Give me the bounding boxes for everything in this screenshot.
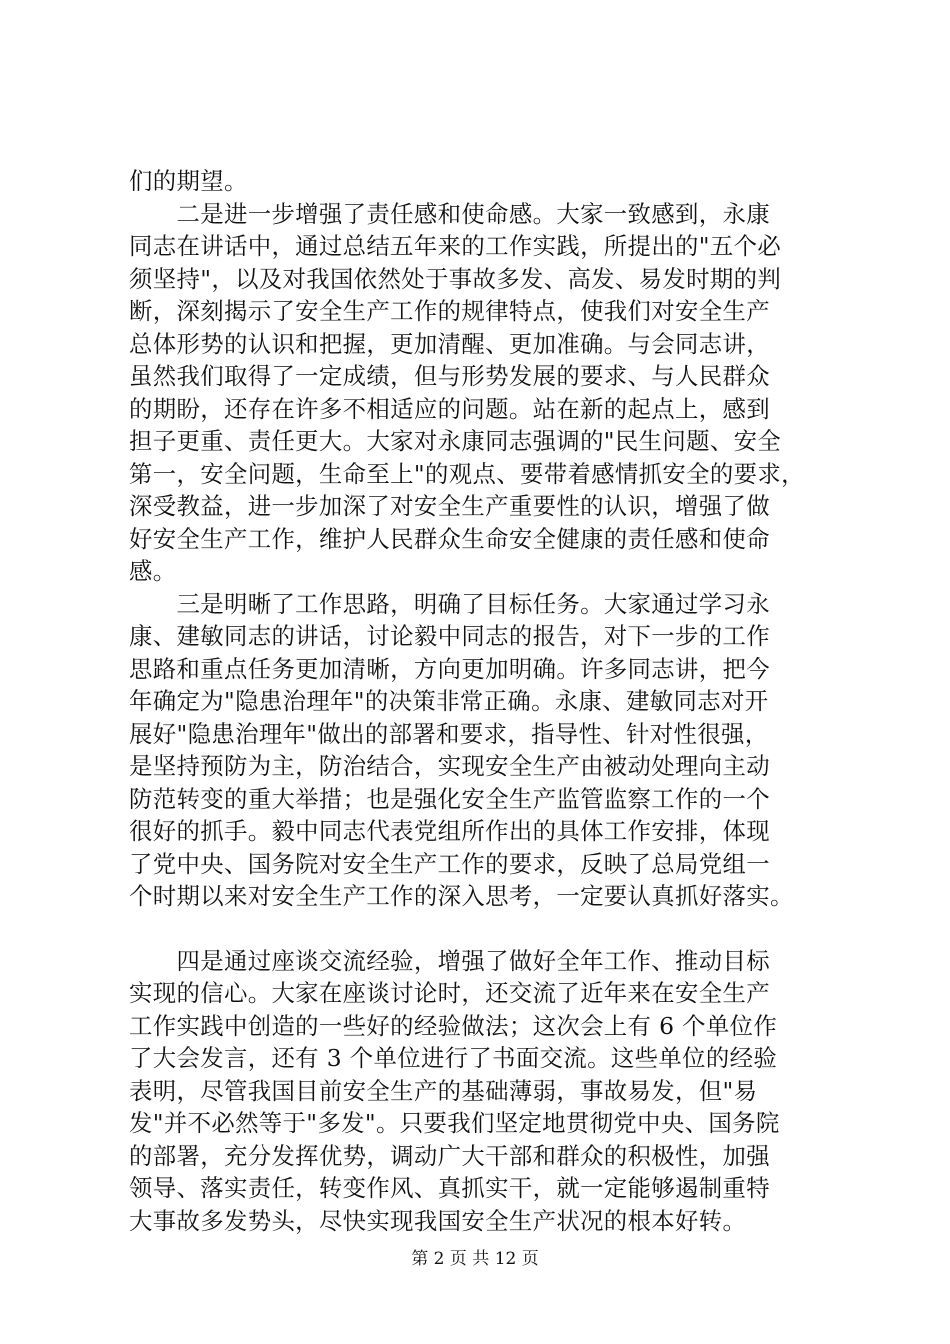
text-line: 感。 xyxy=(129,557,177,585)
text-line: 深受教益，进一步加深了对安全生产重要性的认识，增强了做 xyxy=(129,492,770,520)
text-line: 是坚持预防为主，防治结合，实现安全生产由被动处理向主动 xyxy=(129,752,770,780)
paragraph-1 xyxy=(129,165,841,198)
paragraph-4 xyxy=(129,945,841,1238)
document-body xyxy=(129,165,841,1237)
text-line: 的期盼，还存在许多不相适应的问题。站在新的起点上，感到 xyxy=(129,394,770,423)
text-line: 防范转变的重大举措；也是强化安全生产监管监察工作的一个 xyxy=(129,784,770,813)
text-line: 领导、落实责任，转变作风、真抓实干，就一定能够遏制重特 xyxy=(129,1174,770,1202)
text-line: 很好的抓手。毅中同志代表党组所作出的具体工作安排，体现 xyxy=(129,817,770,845)
text-line: 了大会发言，还有 3 个单位进行了书面交流。这些单位的经验 xyxy=(129,1044,778,1072)
text-line: 须坚持"，以及对我国依然处于事故多发、高发、易发时期的判 xyxy=(129,264,782,293)
text-line: 总体形势的认识和把握，更加清醒、更加准确。与会同志讲， xyxy=(129,329,770,358)
text-line: 展好"隐患治理年"做出的部署和要求，指导性、针对性很强， xyxy=(129,719,769,748)
text-line: 表明，尽管我国目前安全生产的基础薄弱，事故易发，但"易 xyxy=(129,1076,758,1105)
text-line: 年确定为"隐患治理年"的决策非常正确。永康、建敏同志对开 xyxy=(129,687,769,715)
text-line: 工作实践中创造的一些好的经验做法；这次会上有 6 个单位作 xyxy=(129,1011,778,1040)
text-line: 同志在讲话中，通过总结五年来的工作实践，所提出的"五个必 xyxy=(129,232,782,260)
text-line: 的部署，充分发挥优势，调动广大干部和群众的积极性，加强 xyxy=(129,1141,770,1170)
paragraph-3 xyxy=(129,588,841,913)
text-line: 担子更重、责任更大。大家对永康同志强调的"民生问题、安全 xyxy=(129,427,782,455)
page-footer xyxy=(0,1248,950,1270)
text-line: 康、建敏同志的讲话，讨论毅中同志的报告，对下一步的工作 xyxy=(129,622,770,650)
paragraph-2 xyxy=(129,198,841,588)
text-line: 四是通过座谈交流经验，增强了做好全年工作、推动目标 xyxy=(129,946,770,975)
text-line: 个时期以来对安全生产工作的深入思考，一定要认真抓好落实。 xyxy=(129,882,794,910)
text-line: 思路和重点任务更加清晰，方向更加明确。许多同志讲，把今 xyxy=(129,654,770,683)
text-line: 好安全生产工作，维护人民群众生命安全健康的责任感和使命 xyxy=(129,524,770,553)
text-line: 三是明晰了工作思路，明确了目标任务。大家通过学习永 xyxy=(129,589,770,618)
text-line: 实现的信心。大家在座谈讨论时，还交流了近年来在安全生产 xyxy=(129,979,770,1007)
text-line: 虽然我们取得了一定成绩，但与形势发展的要求、与人民群众 xyxy=(129,362,770,390)
page-number: 第 2 页 共 12 页 xyxy=(411,1249,539,1269)
paragraph-spacer xyxy=(129,913,841,945)
text-line: 断，深刻揭示了安全生产工作的规律特点，使我们对安全生产 xyxy=(129,297,770,325)
text-line: 二是进一步增强了责任感和使命感。大家一致感到，永康 xyxy=(129,199,770,228)
text-line: 了党中央、国务院对安全生产工作的要求，反映了总局党组一 xyxy=(129,849,770,878)
text-line: 们的期望。 xyxy=(129,167,248,195)
text-line: 大事故多发势头，尽快实现我国安全生产状况的根本好转。 xyxy=(129,1206,747,1235)
text-line: 发"并不必然等于"多发"。只要我们坚定地贯彻党中央、国务院 xyxy=(129,1109,780,1137)
text-line: 第一，安全问题，生命至上"的观点、要带着感情抓安全的要求， xyxy=(129,459,805,488)
